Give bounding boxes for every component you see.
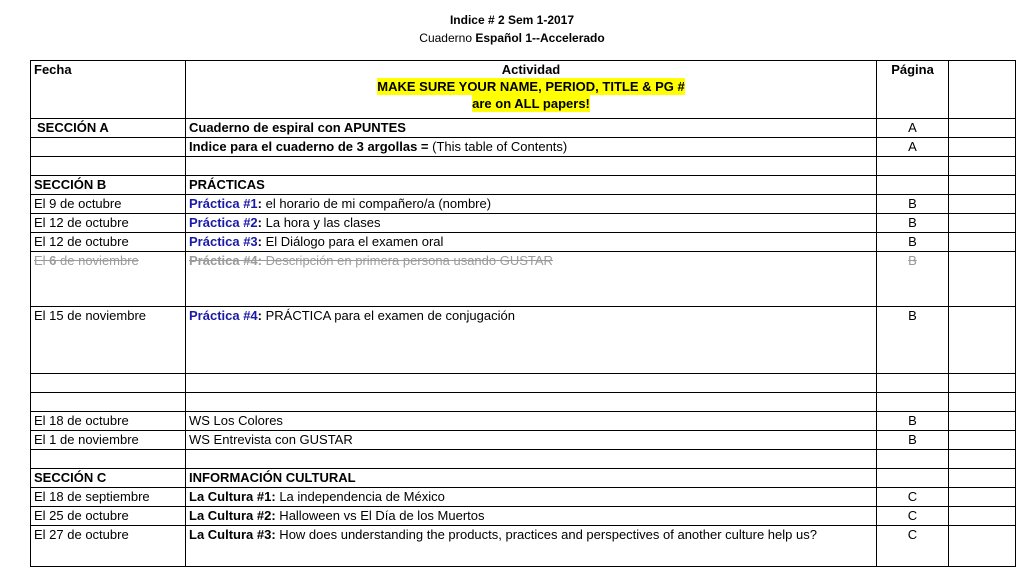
section-label: SECCIÓN A [31,119,186,138]
date-cell: El 12 de octubre [31,214,186,233]
table-row [31,233,1016,252]
table-row [31,157,1016,176]
page-cell: A [877,119,949,138]
table-row [31,507,1016,526]
activity-label: Práctica #4: [189,253,262,268]
section-label: SECCIÓN B [31,176,186,195]
page-cell: C [877,526,949,567]
table-row [31,176,1016,195]
table-row [31,526,1016,567]
page-cell: B [877,307,949,374]
table-row [31,119,1016,138]
date-cell: El 18 de septiembre [31,488,186,507]
activity-rest: Halloween vs El Día de los Muertos [275,508,485,523]
date-cell: El 12 de octubre [31,233,186,252]
header-actividad-label: Actividad [501,62,561,77]
activity-cell [186,138,877,157]
warning-line-1: MAKE SURE YOUR NAME, PERIOD, TITLE & PG # [377,79,685,94]
activity-bold: Indice para el cuaderno de 3 argollas = [189,139,433,154]
page-cell: B [877,431,949,450]
date-cell: El 18 de octubre [31,412,186,431]
subtitle-course: Español 1--Accelerado [475,31,605,45]
activity-label: La Cultura #3: [189,527,276,542]
activity-rest: el horario de mi compañero/a (nombre) [265,196,492,211]
date-cell: El 27 de octubre [31,526,186,567]
warning-line-2: are on ALL papers! [472,96,590,111]
page-cell: B [877,214,949,233]
empty-cell [949,61,1016,119]
activity-cell: Práctica #4: PRÁCTICA para el examen de conjugación [186,307,877,374]
subtitle-prefix: Cuaderno [419,31,476,45]
activity-cell: Cuaderno de espiral con APUNTES [186,119,877,138]
date-cell: El 15 de noviembre [31,307,186,374]
activity-cell: PRÁCTICAS [186,176,877,195]
document-title: Indice # 2 Sem 1-2017 [449,13,575,27]
table-row [31,431,1016,450]
table-row [31,450,1016,469]
activity-rest: Descripción en primera persona usando GUSTAR [262,253,553,268]
activity-cell: WS Entrevista con GUSTAR [186,431,877,450]
index-table [30,60,1016,567]
activity-label: La Cultura #1 [189,489,272,504]
empty-cell [949,138,1016,157]
table-header-row [31,61,1016,119]
activity-cell: Práctica #3: El Diálogo para el examen oral [186,233,877,252]
page-cell: C [877,488,949,507]
date-cell [31,138,186,157]
activity-label: Práctica #4 [189,308,258,323]
activity-cell: Práctica #1: el horario de mi compañero/a (nombre) [186,195,877,214]
activity-rest: La independencia de México [279,489,445,504]
activity-label: Práctica #1 [189,196,258,211]
activity-cell [186,252,877,307]
page-cell: B [877,233,949,252]
table-row-enlarged [31,307,1016,374]
activity-rest: El Diálogo para el examen oral [265,234,444,249]
header-actividad [186,61,877,119]
page-cell: B [877,195,949,214]
activity-rest: La hora y las clases [265,215,381,230]
date-cell: El 9 de octubre [31,195,186,214]
activity-rest: How does understanding the products, practices and perspectives of another culture help us? [275,527,817,542]
date-cell: El 1 de noviembre [31,431,186,450]
activity-label: Práctica #3 [189,234,258,249]
section-label: SECCIÓN C [31,469,186,488]
document-subtitle [0,31,1024,45]
table-row [31,469,1016,488]
page-cell: B [877,252,949,307]
activity-cell [186,507,877,526]
page-cell: B [877,412,949,431]
table-row [31,393,1016,412]
activity-rest: (This table of Contents) [432,139,568,154]
activity-cell: La Cultura #1: La independencia de México [186,488,877,507]
activity-cell: Práctica #2: La hora y las clases [186,214,877,233]
table-row [31,488,1016,507]
table-row [31,412,1016,431]
table-row [31,214,1016,233]
activity-cell: WS Los Colores [186,412,877,431]
header-pagina: Página [877,61,949,119]
activity-cell: INFORMACIÓN CULTURAL [186,469,877,488]
table-row [31,374,1016,393]
table-row [31,195,1016,214]
activity-label: La Cultura #2: [189,508,276,523]
page-cell: C [877,507,949,526]
table-row [31,138,1016,157]
page-cell: A [877,138,949,157]
activity-rest: PRÁCTICA para el examen de conjugación [265,308,515,323]
table-row-struck [31,252,1016,307]
date-cell: El 25 de octubre [31,507,186,526]
empty-cell [949,119,1016,138]
date-cell: El 6 de noviembre [31,252,186,307]
header-fecha: Fecha [31,61,186,119]
activity-cell [186,526,877,567]
activity-label: Práctica #2 [189,215,258,230]
